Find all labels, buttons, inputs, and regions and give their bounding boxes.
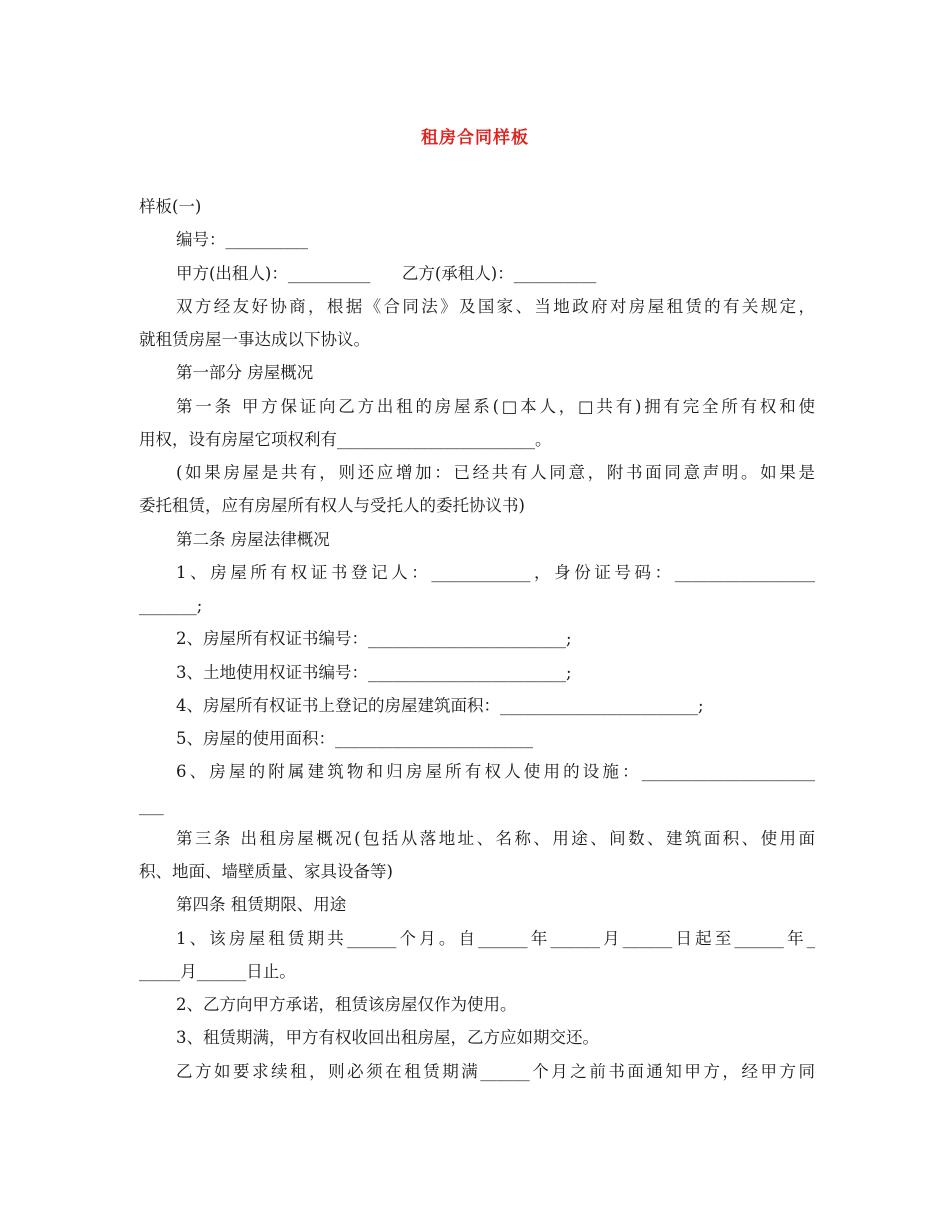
sample-label: 样板(一)	[139, 197, 202, 216]
renewal-clause-line: 乙方如要求续租，则必须在租赁期满______个月之前书面通知甲方，经甲方同	[176, 1061, 815, 1081]
article-2-item-6-line-2: ___	[139, 795, 164, 815]
article-3-line-1: 第三条 出租房屋概况(包括从落地址、名称、用途、间数、建筑面积、使用面	[176, 828, 815, 848]
article-1-note-line-1: (如果房屋是共有，则还应增加：已经共有人同意，附书面同意声明。如果是	[176, 463, 815, 482]
article-2-item-5: 5、房屋的使用面积：________________________	[176, 729, 533, 748]
article-4-item-1-line-2: _____月______日止。	[139, 961, 296, 981]
preamble-line-2: 就租赁房屋一事达成以下协议。	[139, 330, 370, 349]
document-title: 租房合同样板	[421, 128, 529, 148]
article-4-item-3: 3、租赁期满，甲方有权收回出租房屋，乙方应如期交还。	[176, 1028, 599, 1048]
article-4-item-1-line-1: 1、该房屋租赁期共______个月。自______年______月______日起至______年_	[176, 928, 815, 948]
article-1-note-line-2: 委托租赁，应有房屋所有权人与受托人的委托协议书)	[139, 496, 525, 516]
article-2-item-2: 2、房屋所有权证书编号：________________________;	[176, 629, 572, 649]
article-4-item-2: 2、乙方向甲方承诺，租赁该房屋仅作为使用。	[176, 995, 517, 1014]
article-2-item-1-line-1: 1、房屋所有权证书登记人：____________，身份证号码：_________________	[176, 562, 815, 582]
article-2-heading: 第二条 房屋法律概况	[176, 529, 330, 549]
preamble-line-1: 双方经友好协商，根据《合同法》及国家、当地政府对房屋租赁的有关规定，	[176, 296, 815, 316]
article-2-item-4: 4、房屋所有权证书上登记的房屋建筑面积：________________________;	[176, 695, 704, 715]
article-1-line-2: 用权，设有房屋它项权利有________________________。	[139, 429, 552, 449]
contract-number-line: 编号：__________	[176, 230, 308, 250]
article-2-item-6-line-1: 6、房屋的附属建筑物和归房屋所有权人使用的设施：_____________________	[176, 762, 815, 782]
article-2-item-1-line-2: _______;	[139, 596, 203, 615]
part-one-heading: 第一部分 房屋概况	[176, 363, 314, 383]
parties-line: 甲方(出租人)：__________ 乙方(承租人)：__________	[176, 263, 597, 283]
article-2-item-3: 3、土地使用权证书编号：________________________;	[176, 662, 572, 682]
article-4-heading: 第四条 租赁期限、用途	[176, 895, 347, 915]
document-body	[139, 190, 815, 1088]
article-1-line-1: 第一条 甲方保证向乙方出租的房屋系(□本人，□共有)拥有完全所有权和使	[176, 396, 815, 416]
article-3-line-2: 积、地面、墙壁质量、家具设备等)	[139, 862, 393, 881]
